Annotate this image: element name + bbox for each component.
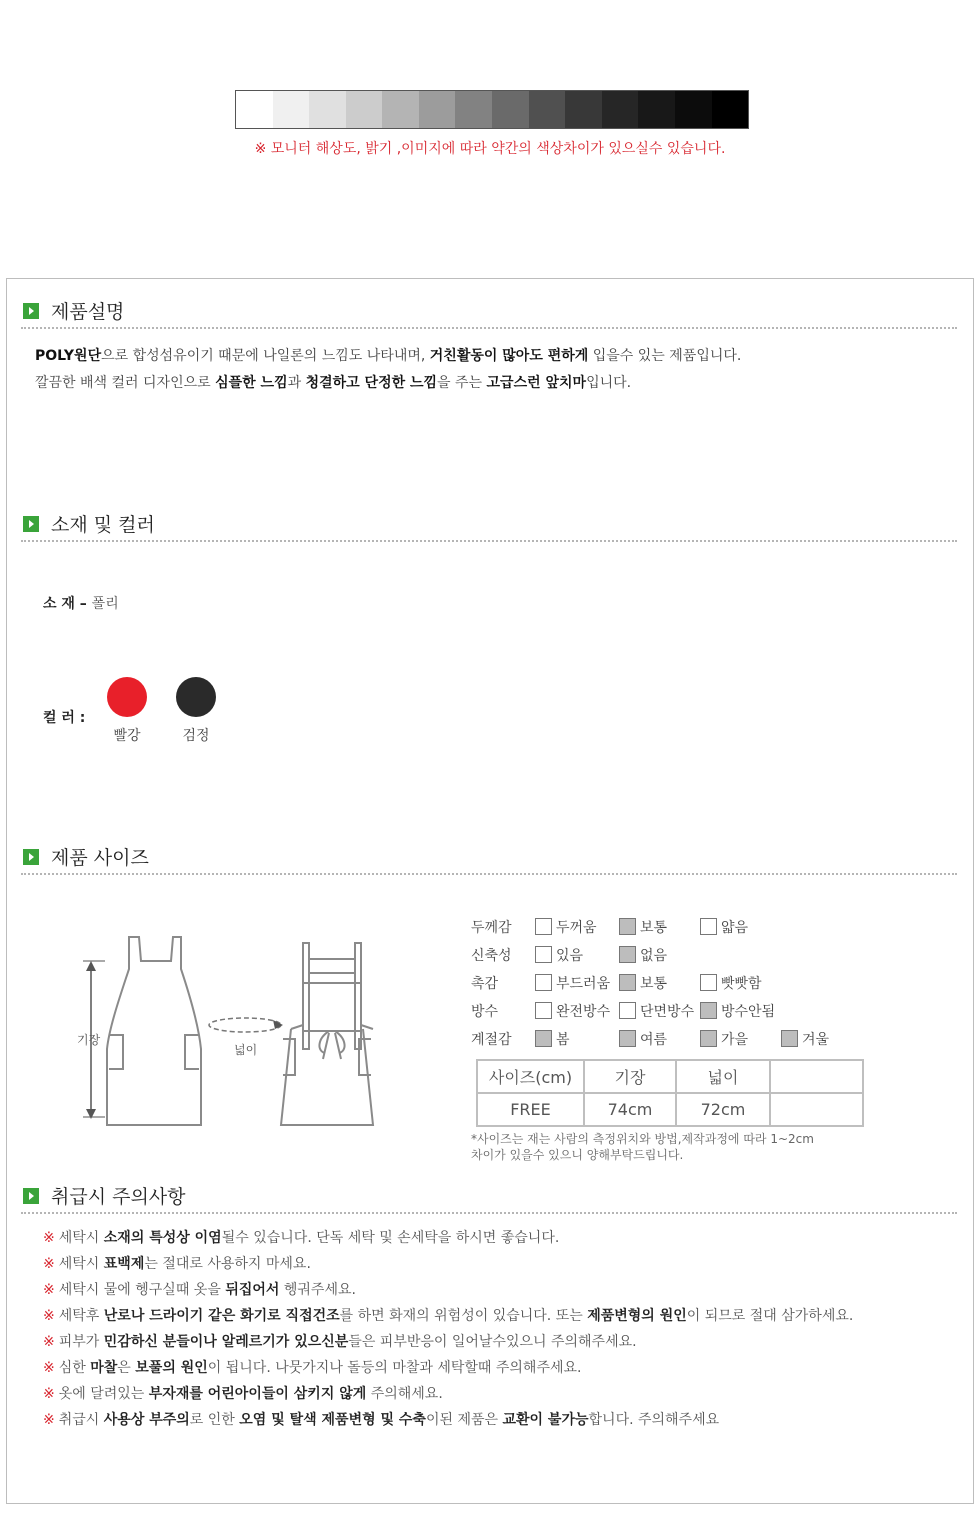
table-row — [477, 1093, 863, 1126]
option-label: 완전방수 — [556, 1004, 611, 1020]
emphasis-text: 제품변형의 원인 — [587, 1308, 687, 1324]
table-header-cell — [770, 1060, 863, 1093]
text-run: 입을수 있는 제품입니다. — [588, 348, 742, 364]
grayscale-strip — [235, 90, 749, 129]
text-run: 피부가 — [58, 1334, 104, 1350]
checked-box-icon — [619, 946, 636, 963]
text-run: 세탁시 — [58, 1230, 104, 1246]
gray-swatch — [529, 91, 566, 128]
checked-box-icon — [781, 1030, 798, 1047]
option-label: 겨울 — [802, 1032, 830, 1048]
section-title: 제품 사이즈 — [51, 847, 149, 869]
care-instructions-list — [43, 1225, 853, 1433]
text-run: 합니다. 주의해주세요 — [588, 1412, 720, 1428]
width-label: 넓이 — [234, 1043, 258, 1057]
list-item — [43, 1303, 853, 1329]
emphasis-text: 소재의 특성상 이염 — [103, 1230, 222, 1246]
text-run: 를 하면 화재의 위험성이 있습니다. 또는 — [339, 1308, 588, 1324]
text-run: 이 되므로 절대 삼가하세요. — [686, 1308, 854, 1324]
arrow-bullet-icon — [23, 1188, 39, 1204]
description-line-1 — [35, 343, 741, 370]
table-header-cell: 사이즈(cm) — [477, 1060, 584, 1093]
size-table — [476, 1059, 864, 1127]
option-label: 없음 — [640, 948, 668, 964]
gray-swatch — [712, 91, 749, 128]
checked-box-icon — [700, 1030, 717, 1047]
gray-swatch — [382, 91, 419, 128]
product-info-panel — [6, 278, 974, 1504]
description-line-2 — [35, 370, 741, 397]
gray-swatch — [273, 91, 310, 128]
gray-swatch — [675, 91, 712, 128]
reference-mark-icon: ※ — [43, 1334, 55, 1350]
emphasis-text: 사용상 부주의 — [103, 1412, 190, 1428]
text-run: 으로 합성섬유이기 때문에 나일론의 느낌도 나타내며, — [101, 348, 430, 364]
emphasis-text: 난로나 드라이기 같은 화기로 직접건조 — [103, 1308, 340, 1324]
option-label: 여름 — [640, 1032, 668, 1048]
gray-swatch — [638, 91, 675, 128]
size-table-header — [477, 1060, 863, 1093]
size-note — [471, 1131, 814, 1163]
section-header-size — [21, 825, 957, 875]
text-run: 이된 제품은 — [425, 1412, 503, 1428]
option-label: 보통 — [640, 920, 668, 936]
checked-box-icon — [619, 1030, 636, 1047]
material-row — [43, 593, 119, 613]
option-label: 부드러움 — [556, 976, 611, 992]
unchecked-box-icon — [700, 974, 717, 991]
color-swatch-red — [107, 677, 147, 717]
gray-swatch — [565, 91, 602, 128]
color-label: 컬 러 : — [43, 710, 86, 726]
emphasis-text: 거친활동이 많아도 편하게 — [429, 348, 589, 364]
section-header-care — [21, 1164, 957, 1214]
gray-swatch — [236, 91, 273, 128]
reference-mark-icon: ※ — [43, 1256, 55, 1272]
option-label: 두꺼움 — [556, 920, 597, 936]
text-run: 옷에 달려있는 — [58, 1386, 149, 1402]
gray-swatch — [346, 91, 383, 128]
attribute-label: 계절감 — [471, 1032, 512, 1048]
emphasis-text: 고급스런 앞치마 — [486, 375, 587, 391]
text-run: 헹궈주세요. — [279, 1282, 356, 1298]
option-label: 방수안됨 — [721, 1004, 776, 1020]
size-note-line: *사이즈는 재는 사람의 측정위치와 방법,제작과정에 따라 1~2cm — [471, 1132, 814, 1146]
product-description — [35, 343, 741, 397]
gray-swatch — [455, 91, 492, 128]
unchecked-box-icon — [535, 974, 552, 991]
section-title: 제품설명 — [51, 301, 125, 323]
reference-mark-icon: ※ — [43, 1412, 55, 1428]
emphasis-text: POLY원단 — [35, 348, 102, 364]
material-value: 폴리 — [91, 596, 119, 612]
table-cell — [770, 1093, 863, 1126]
option-label: 단면방수 — [640, 1004, 695, 1020]
section-header-description — [21, 279, 957, 329]
reference-mark-icon: ※ — [43, 1230, 55, 1246]
emphasis-text: 보풀의 원인 — [135, 1360, 208, 1376]
emphasis-text: 오염 및 탈색 제품변형 및 수축 — [239, 1412, 426, 1428]
arrow-bullet-icon — [23, 849, 39, 865]
unchecked-box-icon — [535, 918, 552, 935]
emphasis-text: 뒤집어서 — [225, 1282, 280, 1298]
list-item — [43, 1355, 853, 1381]
option-label: 빳빳함 — [721, 976, 762, 992]
text-run: 과 — [287, 375, 306, 391]
table-header-cell: 기장 — [584, 1060, 676, 1093]
attribute-label: 촉감 — [471, 976, 499, 992]
gray-swatch — [419, 91, 456, 128]
color-name-red: 빨강 — [113, 728, 141, 744]
reference-mark-icon: ※ — [43, 1386, 55, 1402]
option-label: 보통 — [640, 976, 668, 992]
emphasis-text: 심플한 느낌 — [215, 375, 288, 391]
option-label: 얇음 — [721, 920, 749, 936]
section-title: 취급시 주의사항 — [51, 1186, 186, 1208]
list-item — [43, 1277, 853, 1303]
attribute-label: 두께감 — [471, 920, 512, 936]
list-item — [43, 1407, 853, 1433]
table-cell: 72cm — [676, 1093, 770, 1126]
text-run: 들은 피부반응이 일어날수있으니 주의해주세요. — [348, 1334, 637, 1350]
table-cell: FREE — [477, 1093, 584, 1126]
emphasis-text: 부자재를 어린아이들이 삼키지 않게 — [148, 1386, 367, 1402]
list-item — [43, 1329, 853, 1355]
arrow-bullet-icon — [23, 303, 39, 319]
gray-swatch — [492, 91, 529, 128]
emphasis-text: 표백제 — [103, 1256, 145, 1272]
apron-size-diagram — [67, 929, 387, 1129]
list-item — [43, 1381, 853, 1407]
text-run: 심한 — [58, 1360, 91, 1376]
list-item — [43, 1225, 853, 1251]
length-label: 기장 — [77, 1033, 101, 1047]
option-label: 가을 — [721, 1032, 749, 1048]
text-run: 취급시 — [58, 1412, 104, 1428]
checked-box-icon — [619, 974, 636, 991]
color-swatch-black — [176, 677, 216, 717]
emphasis-text: 마찰 — [90, 1360, 118, 1376]
text-run: 세탁후 — [58, 1308, 104, 1324]
emphasis-text: 청결하고 단정한 느낌 — [305, 375, 438, 391]
size-note-line: 차이가 있을수 있으니 양해부탁드립니다. — [471, 1148, 684, 1162]
checked-box-icon — [619, 918, 636, 935]
checked-box-icon — [700, 1002, 717, 1019]
text-run: 는 절대로 사용하지 마세요. — [144, 1256, 311, 1272]
reference-mark-icon: ※ — [43, 1282, 55, 1298]
attribute-label: 신축성 — [471, 948, 512, 964]
monitor-color-note: ※ 모니터 해상도, 밝기 ,이미지에 따라 약간의 색상차이가 있으실수 있습니다. — [254, 141, 726, 157]
unchecked-box-icon — [700, 918, 717, 935]
attribute-label: 방수 — [471, 1004, 499, 1020]
text-run: 은 — [117, 1360, 136, 1376]
table-header-cell: 넓이 — [676, 1060, 770, 1093]
text-run: 세탁시 물에 헹구실때 옷을 — [58, 1282, 226, 1298]
option-label: 있음 — [556, 948, 584, 964]
material-label: 소 재 – — [43, 596, 92, 612]
section-title: 소재 및 컬러 — [51, 514, 155, 536]
text-run: 될수 있습니다. 단독 세탁 및 손세탁을 하시면 좋습니다. — [221, 1230, 560, 1246]
reference-mark-icon: ※ — [43, 1308, 55, 1324]
section-header-material-color — [21, 492, 957, 542]
text-run: 을 주는 — [437, 375, 487, 391]
text-run: 로 인한 — [189, 1412, 240, 1428]
reference-mark-icon: ※ — [43, 1360, 55, 1376]
text-run: 이 됩니다. 나뭇가지나 돌등의 마찰과 세탁할때 주의해주세요. — [207, 1360, 582, 1376]
color-name-black: 검정 — [182, 728, 210, 744]
unchecked-box-icon — [535, 1002, 552, 1019]
emphasis-text: 민감하신 분들이나 알레르기가 있으신분 — [103, 1334, 349, 1350]
text-run: 깔끔한 배색 컬러 디자인으로 — [35, 375, 216, 391]
emphasis-text: 교환이 불가능 — [502, 1412, 589, 1428]
text-run: 세탁시 — [58, 1256, 104, 1272]
table-cell: 74cm — [584, 1093, 676, 1126]
text-run: 주의해세요. — [366, 1386, 443, 1402]
checked-box-icon — [535, 1030, 552, 1047]
list-item — [43, 1251, 853, 1277]
gray-swatch — [602, 91, 639, 128]
text-run: 입니다. — [586, 375, 632, 391]
unchecked-box-icon — [535, 946, 552, 963]
unchecked-box-icon — [619, 1002, 636, 1019]
option-label: 봄 — [556, 1032, 570, 1048]
gray-swatch — [309, 91, 346, 128]
arrow-bullet-icon — [23, 516, 39, 532]
